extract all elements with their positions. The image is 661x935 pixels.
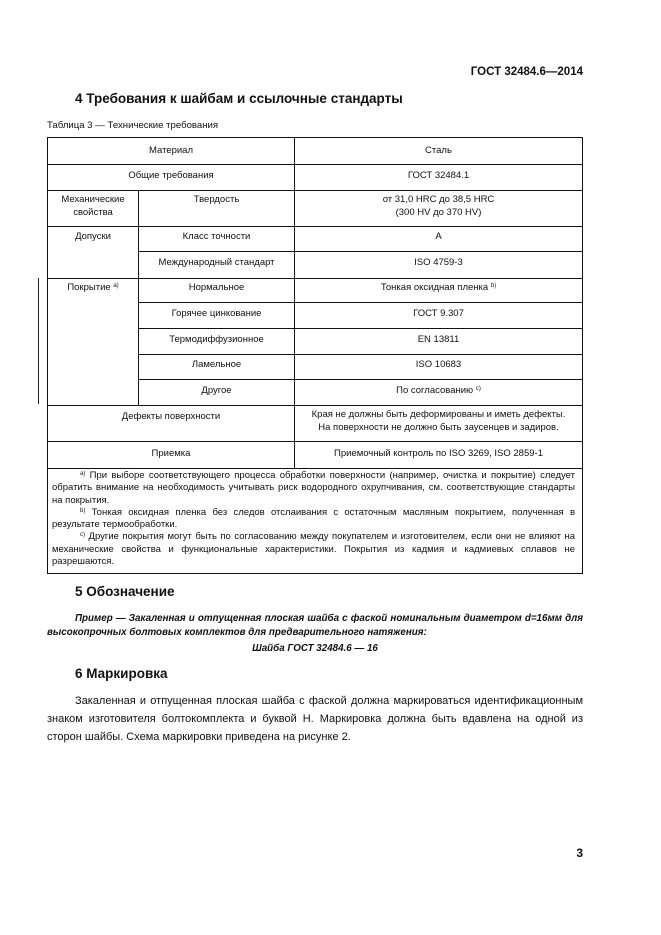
table-footnotes	[52, 470, 575, 568]
coating-lamellar-label: Ламельное	[191, 359, 242, 370]
accuracy-class-label: Класс точности	[182, 231, 251, 242]
coating-other-label: Другое	[201, 385, 232, 396]
designation-example: Пример — Закаленная и отпущенная плоская шайба с фаской номинальным диаметром d=16мм для высокопрочных болтовых комплектов для предварительного натяжения:	[47, 613, 583, 638]
designation-string: Шайба ГОСТ 32484.6 — 16	[252, 643, 378, 654]
intl-standard-label: Международный стандарт	[158, 257, 275, 268]
hardness-label: Твердость	[193, 194, 240, 205]
section-4-title: 4 Требования к шайбам и ссылочные стандарты	[75, 91, 403, 106]
coating-label: Покрытие $^{a)}$	[67, 282, 119, 293]
document-number: ГОСТ 32484.6—2014	[470, 66, 583, 78]
acceptance-value: Приемочный контроль по ISO 3269, ISO 2859-1	[334, 448, 543, 459]
section-5-title: 5 Обозначение	[75, 584, 175, 599]
footnote-c: $^{c)}$ Другие покрытия могут быть по согласованию между покупателем и изготовителем, если они не влияют на механические свойства и функциональные характеристики. Покрытия из кадмия и кадмиевых сплавов не разрешаются.	[52, 531, 576, 568]
coating-normal-value: Тонкая оксидная пленка $^{b)}$	[380, 282, 497, 293]
coating-lamellar-value: ISO 10683	[415, 359, 462, 370]
section-6-title: 6 Маркировка	[75, 666, 168, 681]
header-material: Материал	[148, 145, 194, 156]
general-value: ГОСТ 32484.1	[407, 170, 470, 181]
coating-thermodiffusion-label: Термодиффузионное	[169, 334, 264, 345]
coating-hot-dip-value: ГОСТ 9.307	[413, 308, 464, 319]
coating-normal-label: Нормальное	[188, 282, 245, 293]
accuracy-class-value: A	[435, 231, 442, 242]
change-bar	[38, 278, 39, 404]
section-6-body: Закаленная и отпущенная плоская шайба с фаской должна маркироваться идентификационным знаком изготовителя болтокомплекта и буквой H. Маркировка должна быть вдавлена на одной из сторон шайбы. Схема маркировки приведена на рисунке 2.	[47, 695, 583, 743]
table-caption: Таблица 3 — Технические требования	[47, 120, 219, 131]
header-steel: Сталь	[425, 145, 452, 156]
footnote-a: $^{a)}$ При выборе соответствующего процесса обработки поверхности (например, очистка и покрытие) следует обратить внимание на необходимость учитывать риск водородного охрупчивания, см. соответствующие стандарты на покрытия.	[52, 470, 575, 506]
hardness-value: от 31,0 HRC до 38,5 HRC (300 HV до 370 HV)	[382, 194, 495, 218]
page-number: 3	[576, 846, 583, 860]
general-label: Общие требования	[128, 170, 214, 181]
mechanical-label: Механические свойства	[61, 194, 125, 218]
coating-thermodiffusion-value: EN 13811	[417, 334, 460, 345]
acceptance-label: Приемка	[151, 448, 191, 459]
coating-other-value: По согласованию $^{c)}$	[396, 385, 481, 396]
defects-value: Края не должны быть деформированы и иметь дефекты. На поверхности не должно быть заусенцев и задиров.	[311, 409, 566, 433]
footnote-b: $^{b)}$ Тонкая оксидная пленка без следов отслаивания с остаточным масляным покрытием, полученная в результате термообработки.	[52, 506, 575, 531]
defects-label: Дефекты поверхности	[121, 411, 221, 422]
coating-hot-dip-label: Горячее цинкование	[171, 308, 262, 319]
intl-standard-value: ISO 4759-3	[414, 257, 463, 268]
tolerances-label: Допуски	[75, 231, 111, 242]
